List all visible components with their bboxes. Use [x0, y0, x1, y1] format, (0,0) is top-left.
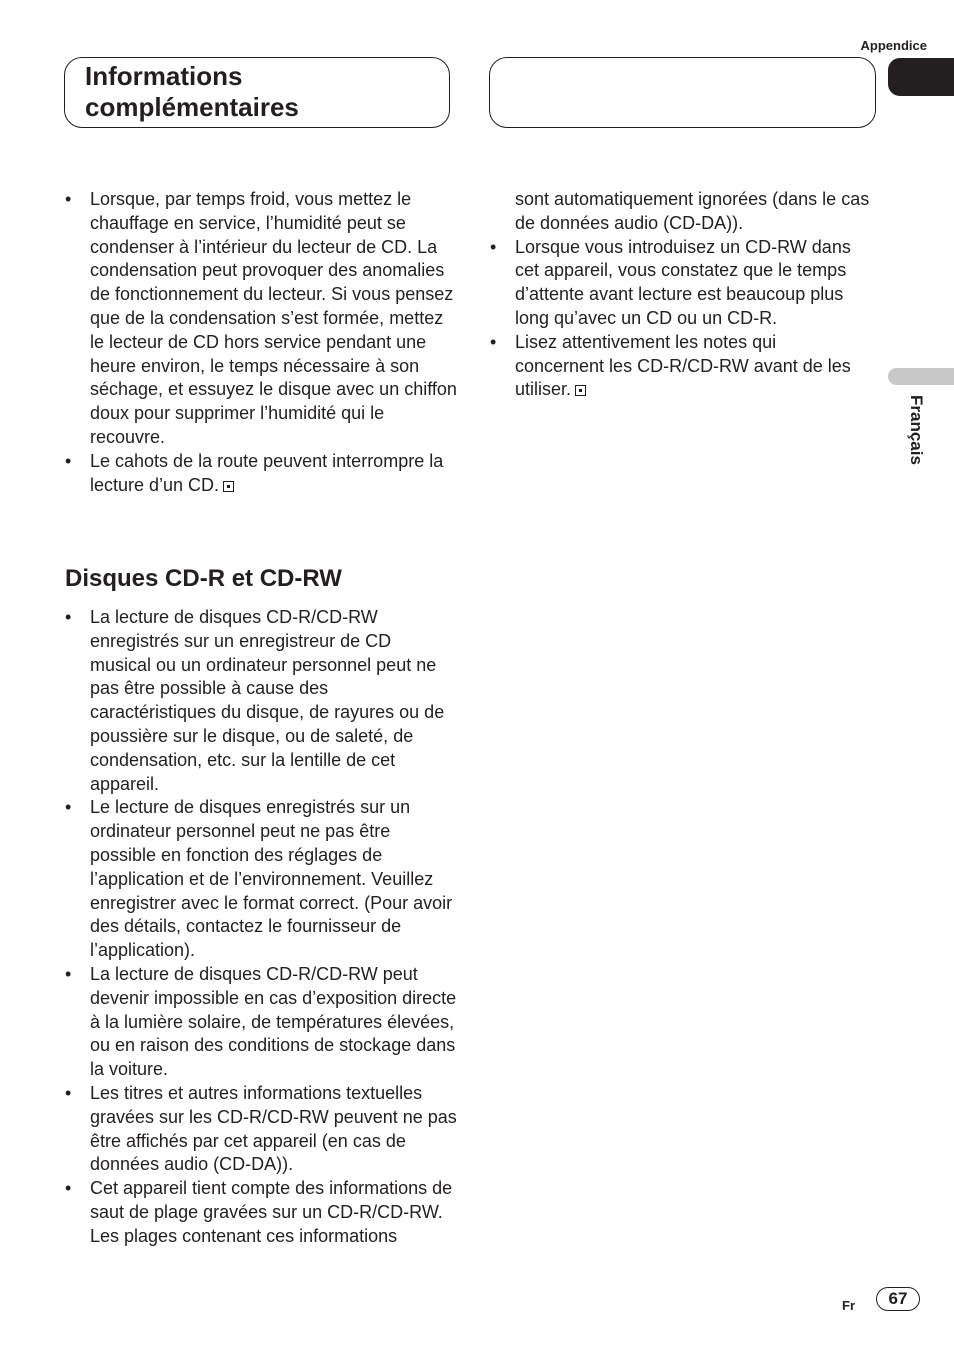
list-item-text: Lisez attentivement les notes qui concernent les CD-R/CD-RW avant de les utiliser.: [515, 331, 851, 400]
header-empty-box: [489, 57, 876, 128]
bullet-icon: •: [65, 797, 72, 818]
list-item: [490, 331, 870, 402]
language-label: Français: [907, 395, 926, 465]
chapter-title-line1: Informations: [85, 61, 243, 91]
language-tab-marker: [888, 368, 954, 385]
bullet-icon: •: [65, 450, 72, 471]
section-label: Appendice: [860, 38, 927, 53]
list-item: [490, 236, 870, 331]
section-tab-marker: [888, 58, 954, 96]
list-item-text: Les titres et autres informations textuelles gravées sur les CD-R/CD-RW peuvent ne pas être affichés par cet appareil (en cas de données audio (CD-DA)).: [90, 1082, 457, 1175]
language-code: Fr: [842, 1298, 855, 1313]
chapter-title-line2: complémentaires: [85, 92, 299, 122]
bullet-icon: •: [65, 1082, 72, 1103]
bullet-icon: •: [65, 607, 72, 627]
list-item-text: La lecture de disques CD-R/CD-RW peut devenir impossible en cas d’exposition directe à la lumière solaire, de températures élevées, ou en raison des conditions de stockage dans la voiture.: [90, 963, 457, 1080]
section-bullet-list: [65, 606, 457, 1249]
page-number: 67: [876, 1287, 920, 1311]
list-item: [65, 1082, 457, 1177]
intro-bullet-list: [65, 188, 457, 497]
list-item: [65, 963, 457, 1082]
list-item-text: Le lecture de disques enregistrés sur un ordinateur personnel peut ne pas être possible en fonction des réglages de l’application et de l’environnement. Veuillez enregistrer avec le format correct. (Pour avoir des détails, contactez le fournisseur de l’application).: [90, 797, 453, 961]
bullet-icon: •: [65, 189, 72, 209]
chapter-title-box: [64, 57, 450, 128]
list-item-text: Lorsque, par temps froid, vous mettez le chauffage en service, l’humidité peut se condenser à l’intérieur du lecteur de CD. La condensation peut provoquer des anomalies de fonctionnement du lecteur. Si vous pensez que de la condensation s’est formée, mettez le lecteur de CD hors service pendant une heure environ, le temps nécessaire à son séchage, et essuyez le disque avec un chiffon doux pour supprimer l’humidité qui le recouvre.: [90, 189, 457, 447]
bullet-icon: •: [490, 331, 497, 352]
list-item-text: Le cahots de la route peuvent interrompre la lecture d’un CD.: [90, 450, 444, 495]
section-heading: Disques CD-R et CD-RW: [65, 565, 342, 592]
bullet-icon: •: [65, 1178, 72, 1199]
list-item: [65, 450, 457, 498]
bullet-icon: •: [490, 236, 497, 257]
chapter-title: [85, 61, 299, 123]
list-item: [65, 606, 457, 796]
list-item-text: La lecture de disques CD-R/CD-RW enregistrés sur un enregistreur de CD musical ou un ordinateur personnel peut ne pas être possible à cause des caractéristiques du disque, de rayures ou de poussière sur le disque, ou de saleté, de condensation, etc. sur la lentille de cet appareil.: [90, 607, 445, 794]
continued-text: sont automatiquement ignorées (dans le cas de données audio (CD-DA)).: [515, 189, 870, 233]
end-of-section-icon: [223, 481, 234, 492]
end-of-section-icon: [575, 385, 586, 396]
list-item: [65, 796, 457, 963]
list-item-text: Lorsque vous introduisez un CD-RW dans cet appareil, vous constatez que le temps d’attente avant lecture est beaucoup plus long qu’avec un CD ou un CD-R.: [515, 236, 851, 328]
list-item: [65, 188, 457, 450]
bullet-icon: •: [65, 963, 72, 984]
right-column: [490, 188, 870, 402]
list-item-text: Cet appareil tient compte des informations de saut de plage gravées sur un CD-R/CD-RW. Les plages contenant ces informations: [90, 1178, 453, 1246]
list-item: [65, 1177, 457, 1248]
